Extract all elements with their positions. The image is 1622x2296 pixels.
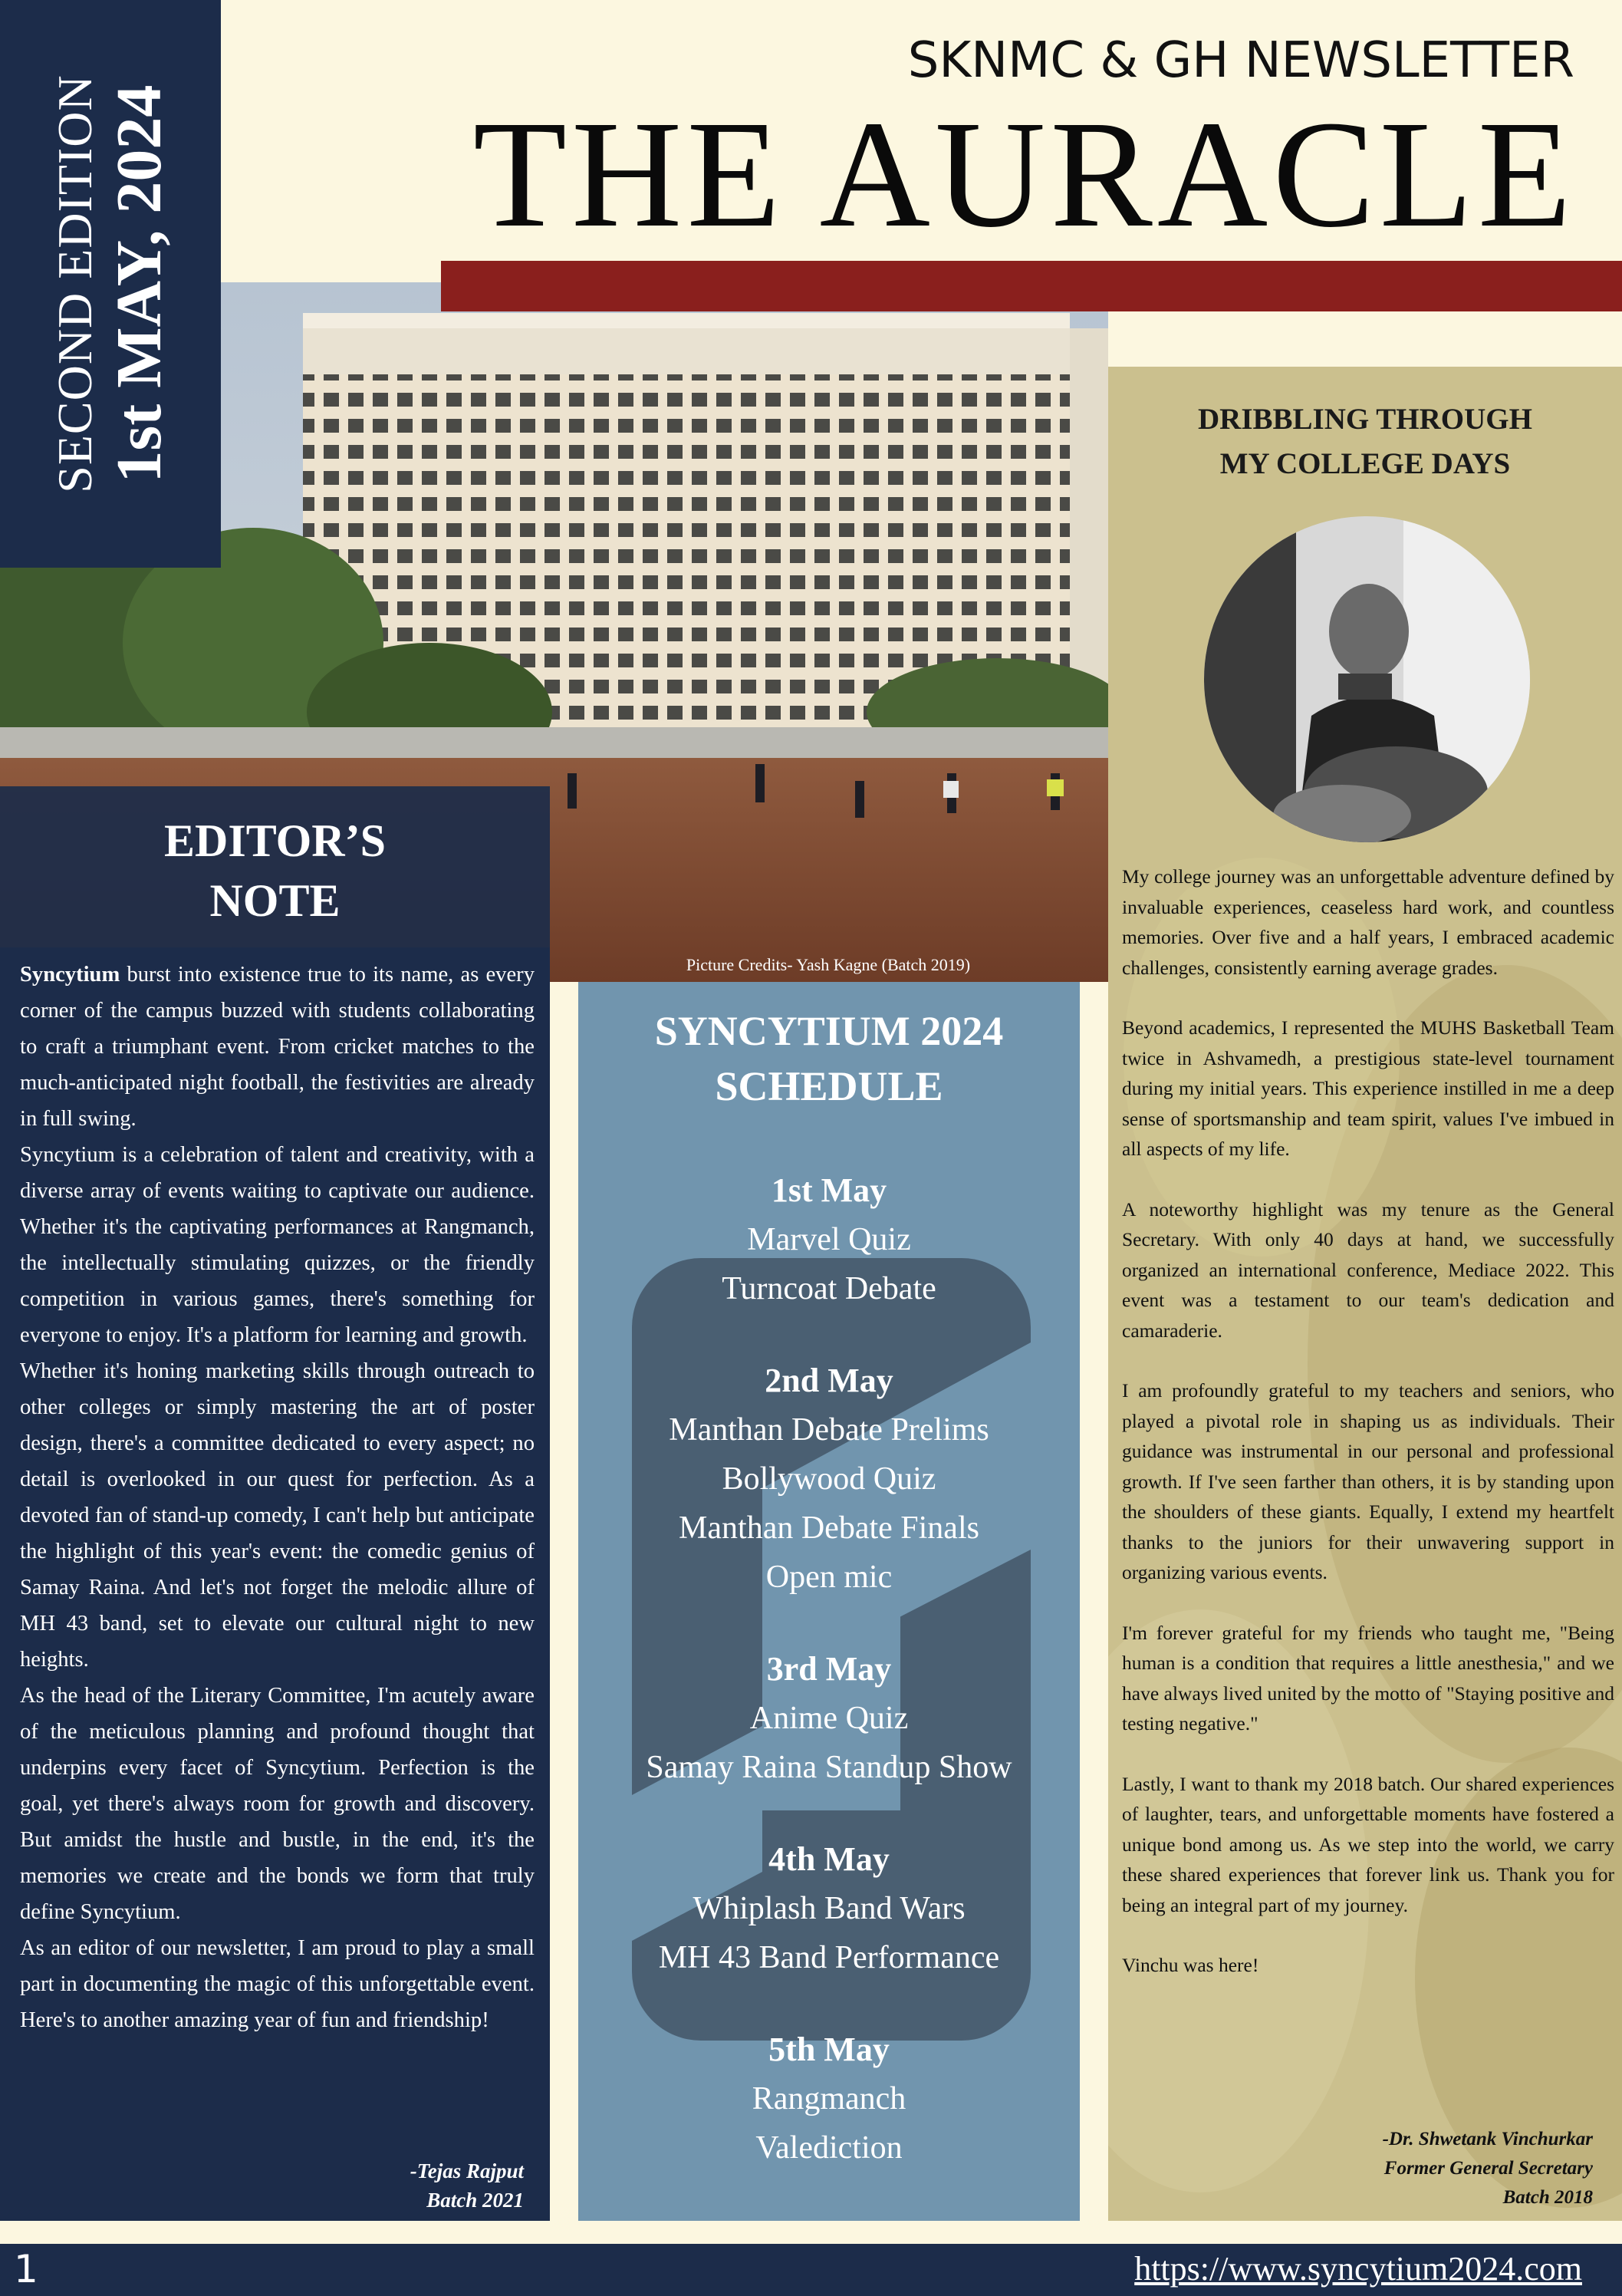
schedule-event: Manthan Debate Finals (679, 1510, 979, 1546)
edition-label: SECOND EDITION (48, 74, 102, 493)
schedule-event: Marvel Quiz (747, 1222, 911, 1257)
schedule-event: MH 43 Band Performance (658, 1940, 1000, 1975)
editor-signature-batch: Batch 2021 (426, 2189, 524, 2212)
feature-title (1108, 397, 1622, 486)
schedule-day (578, 2025, 1080, 2172)
editor-note-heading-line2: NOTE (209, 875, 341, 926)
newsletter-title: THE AURACLE (472, 90, 1576, 259)
editor-note-lead-word: Syncytium (20, 963, 120, 987)
editor-signature-name: -Tejas Rajput (410, 2159, 524, 2182)
schedule-day (578, 1166, 1080, 1313)
schedule-day-date: 2nd May (765, 1362, 893, 1399)
schedule-title-line2: SCHEDULE (715, 1063, 943, 1109)
schedule-day-date: 5th May (768, 2031, 890, 2068)
feature-column (1108, 367, 1622, 2221)
feature-title-line1: DRIBBLING THROUGH (1198, 403, 1532, 436)
schedule-day (578, 1645, 1080, 1792)
schedule-panel (578, 982, 1080, 2221)
editor-note-heading (0, 786, 550, 947)
feature-paragraph: My college journey was an unforgettable adventure defined by invaluable experiences, ceaseless hard work, and countless memories. Over five and a half years, I embraced academic challenges, consistently earning average grades. (1122, 865, 1614, 979)
author-portrait (1204, 516, 1530, 842)
editor-note-heading-line1: EDITOR’S (164, 815, 386, 866)
title-underline-bar (441, 261, 1622, 311)
editor-note-paragraph: As an editor of our newsletter, I am proud to play a small part in documenting the magic of this unforgettable event. Here's to another amazing year of fun and friendship! (20, 1936, 535, 2032)
schedule-event: Whiplash Band Wars (693, 1891, 966, 1926)
feature-signature-batch: Batch 2018 (1502, 2187, 1593, 2208)
schedule-title-line1: SYNCYTIUM 2024 (654, 1008, 1004, 1054)
feature-paragraph: A noteworthy highlight was my tenure as the General Secretary. With only 40 days at hand, we successfully organized an international conference, Mediace 2022. This event was a testament to our team's dedication and camaraderie. (1122, 1197, 1614, 1342)
editor-signature (410, 2156, 524, 2215)
schedule-event: Samay Raina Standup Show (646, 1750, 1012, 1785)
schedule-event: Bollywood Quiz (722, 1461, 936, 1497)
feature-signature (1383, 2125, 1593, 2212)
schedule-list (578, 1166, 1080, 2215)
schedule-day (578, 1356, 1080, 1602)
photo-credit: Picture Credits- Yash Kagne (Batch 2019) (686, 955, 971, 974)
editor-note-paragraph: Whether it's honing marketing skills through outreach to other colleges or simply mastering the art of poster design, there's a committee dedicated to every aspect; no detail is overlooked in our quest for perfection. As a devoted fan of stand-up comedy, I can't help but anticipate the highlight of this year's event: the comedic genius of Samay Raina. And let's not forget the melodic allure of MH 43 band, set to elevate our cultural night to new heights. (20, 1359, 535, 1672)
page-number: 1 (14, 2247, 38, 2291)
feature-paragraph: I'm forever grateful for my friends who taught me, "Being human is a condition that requires a little anesthesia," and we have always lived united by the motto of "Staying positive and testing negative." (1122, 1621, 1614, 1734)
editor-note-body (0, 947, 550, 2221)
editor-note-p1: burst into existence true to its name, as every corner of the campus buzzed with students collaborating to craft a triumphant event. From cricket matches to the much-anticipated night football, the festivities are already in full swing. (20, 963, 535, 1131)
schedule-event: Anime Quiz (749, 1701, 909, 1736)
feature-title-line2: MY COLLEGE DAYS (1219, 447, 1511, 480)
schedule-event: Valediction (755, 2130, 903, 2166)
feature-paragraph: Vinchu was here! (1122, 1954, 1259, 1976)
feature-signature-name: -Dr. Shwetank Vinchurkar (1382, 2129, 1593, 2149)
schedule-title (578, 1003, 1080, 1114)
schedule-day-date: 4th May (768, 1840, 890, 1878)
editor-note-paragraph: As the head of the Literary Committee, I'm acutely aware of the meticulous planning and profound thought that underpins every facet of Syncytium. Perfection is the goal, yet there's always room for growth and discovery. But amidst the hustle and bustle, in the end, it's the memories we create and the bonds we form that truly define Syncytium. (20, 1684, 535, 1924)
feature-paragraph: Lastly, I want to thank my 2018 batch. Our shared experiences of laughter, tears, and unforgettable moments have fostered a unique bond among us. As we step into the world, we carry these shared experiences that forever link us. Thank you for being an integral part of my journey. (1122, 1772, 1614, 1916)
website-link[interactable]: https://www.syncytium2024.com (1134, 2250, 1582, 2288)
editor-note-paragraph: Syncytium is a celebration of talent and creativity, with a diverse array of events waiting to captivate our audience. Whether it's the captivating performances at Rangmanch, the intellectually stimulating quizzes, or the friendly competition in various games, there's something for everyone to enjoy. It's a platform for learning and growth. (20, 1143, 535, 1347)
schedule-event: Manthan Debate Prelims (669, 1412, 989, 1448)
feature-body (1122, 861, 1614, 2011)
schedule-day (578, 1835, 1080, 1982)
newsletter-label: SKNMC & GH NEWSLETTER (907, 32, 1574, 89)
feature-paragraph: I am profoundly grateful to my teachers and seniors, who played a pivotal role in shaping us as individuals. Their guidance was instrumental in our personal and professional growth. If I've seen farther than others, it is by standing upon the shoulders of these giants. Equally, I extend my heartfelt thanks to the juniors for their unwavering support in organizing various events. (1122, 1379, 1614, 1583)
schedule-event: Open mic (765, 1560, 893, 1595)
feature-paragraph: Beyond academics, I represented the MUHS Basketball Team twice in Ashvamedh, a prestigious state-level tournament during my initial years. This experience instilled in me a deep sense of sportsmanship and team spirit, values I've imbued in all aspects of my life. (1122, 1016, 1614, 1160)
schedule-day-date: 3rd May (766, 1650, 892, 1688)
editor-note-paragraph (20, 957, 535, 1137)
schedule-event: Rangmanch (752, 2081, 906, 2116)
schedule-event: Turncoat Debate (722, 1271, 936, 1306)
edition-date: 1st MAY, 2024 (104, 84, 175, 483)
feature-signature-role: Former General Secretary (1383, 2158, 1593, 2179)
edition-badge-text (46, 74, 175, 493)
schedule-day-date: 1st May (771, 1171, 887, 1209)
